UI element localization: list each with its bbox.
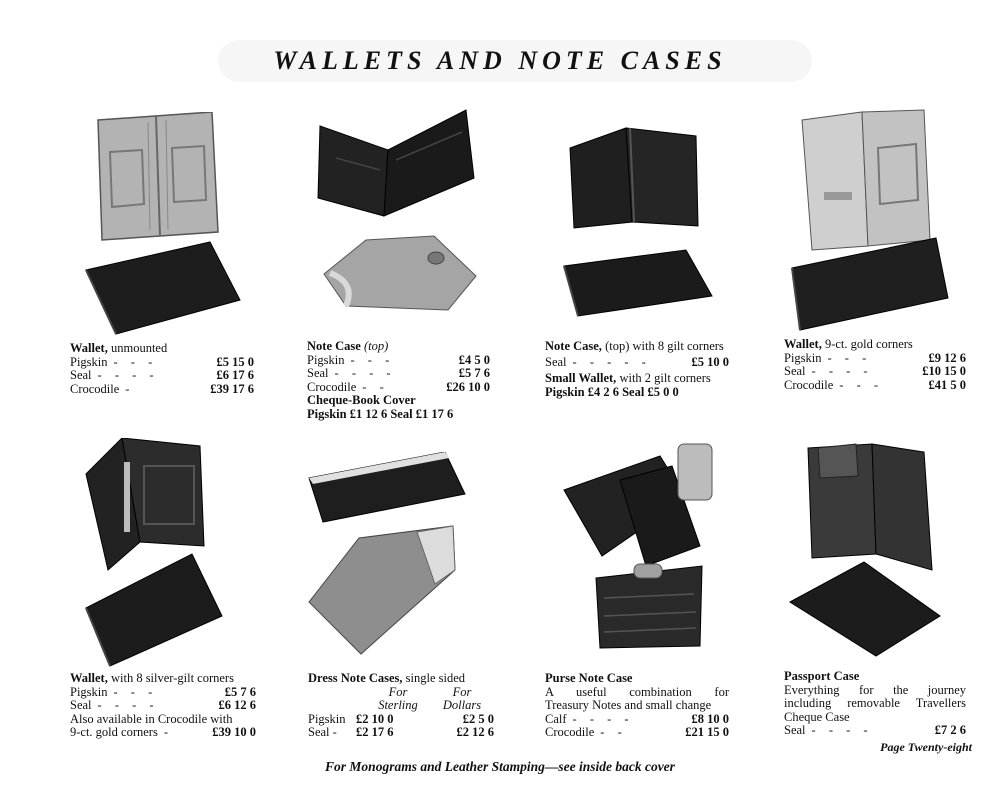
note-case-gilt-image	[556, 118, 716, 323]
price-row: Calf - - - - £8 10 0	[545, 711, 729, 726]
price-row: Seal - - - - £7 2 6	[784, 723, 966, 737]
product-passport-case	[784, 670, 966, 738]
product-purse-note-case	[545, 672, 729, 740]
sub-heading: Cheque-Book Cover	[307, 393, 416, 407]
price-row: Crocodile - - £21 15 0	[545, 725, 729, 739]
product-heading: Dress Note Cases, single sided	[308, 671, 466, 685]
product-heading: Passport Case	[784, 669, 860, 683]
price-row: Pigskin £2 10 0 £2 5 0	[308, 711, 494, 726]
description: Treasury Notes and small change	[545, 698, 712, 712]
product-heading: Purse Note Case	[545, 671, 633, 685]
product-wallet-unmounted	[70, 342, 254, 396]
sub-heading: Small Wallet, with 2 gilt corners	[545, 371, 711, 385]
crocodile-note: Also available in Crocodile with	[70, 711, 233, 726]
page-number: Page Twenty-eight	[880, 740, 972, 754]
price-row: Seal - - - - £5 7 6	[307, 366, 490, 380]
small-wallet-prices: Pigskin £4 2 6 Seal £5 0 0	[545, 384, 679, 399]
description: A useful combination for	[545, 684, 729, 699]
product-wallet-silver-gilt	[70, 672, 256, 740]
passport-case-image	[786, 438, 951, 658]
product-wallet-gold	[784, 338, 966, 392]
price-row: Pigskin - - - £5 15 0	[70, 354, 254, 369]
price-row: Seal - - - - £6 12 6	[70, 698, 256, 712]
dress-note-case-image	[305, 452, 470, 657]
product-heading: Wallet, 9-ct. gold corners	[784, 337, 913, 351]
price-row: Crocodile - - - £41 5 0	[784, 377, 966, 392]
price-row: Seal - - - - £6 17 6	[70, 368, 254, 382]
description: Cheque Case	[784, 709, 850, 724]
footer-note: For Monograms and Leather Stamping—see inside back cover	[325, 759, 675, 774]
price-row: Seal - £2 17 6 £2 12 6	[308, 725, 494, 739]
price-row: Crocodile - £39 17 6	[70, 381, 254, 396]
cheque-book-prices: Pigskin £1 12 6 Seal £1 17 6	[307, 406, 454, 421]
product-heading: Wallet, unmounted	[70, 341, 168, 355]
product-heading: Wallet, with 8 silver-gilt corners	[70, 671, 234, 685]
purse-note-case-image	[560, 438, 720, 658]
product-heading: Note Case, (top) with 8 gilt corners	[545, 339, 724, 353]
currency-headings: For For	[388, 684, 472, 699]
product-note-case	[307, 340, 490, 421]
product-dress-note-cases	[308, 672, 494, 740]
price-row: 9-ct. gold corners - £39 10 0	[70, 725, 256, 739]
currency-headings: Sterling Dollars	[378, 698, 482, 712]
price-row: Seal - - - - - £5 10 0	[545, 354, 729, 369]
price-row: Pigskin - - - £5 7 6	[70, 684, 256, 699]
price-row: Crocodile - - £26 10 0	[307, 379, 490, 394]
wallet-gold-corners-image	[788, 108, 953, 333]
price-row: Pigskin - - - £9 12 6	[784, 350, 966, 365]
wallet-unmounted-image	[80, 112, 250, 337]
description: including removable Travellers	[784, 696, 966, 710]
description: Everything for the journey	[784, 682, 966, 697]
product-heading: Note Case (top)	[307, 339, 389, 353]
price-row: Pigskin - - - £4 5 0	[307, 352, 490, 367]
wallet-silver-gilt-image	[82, 438, 242, 668]
note-case-image	[316, 108, 481, 313]
page-title: WALLETS AND NOTE CASES	[273, 46, 727, 75]
price-row: Seal - - - - £10 15 0	[784, 364, 966, 378]
product-note-case-gilt	[545, 340, 729, 399]
